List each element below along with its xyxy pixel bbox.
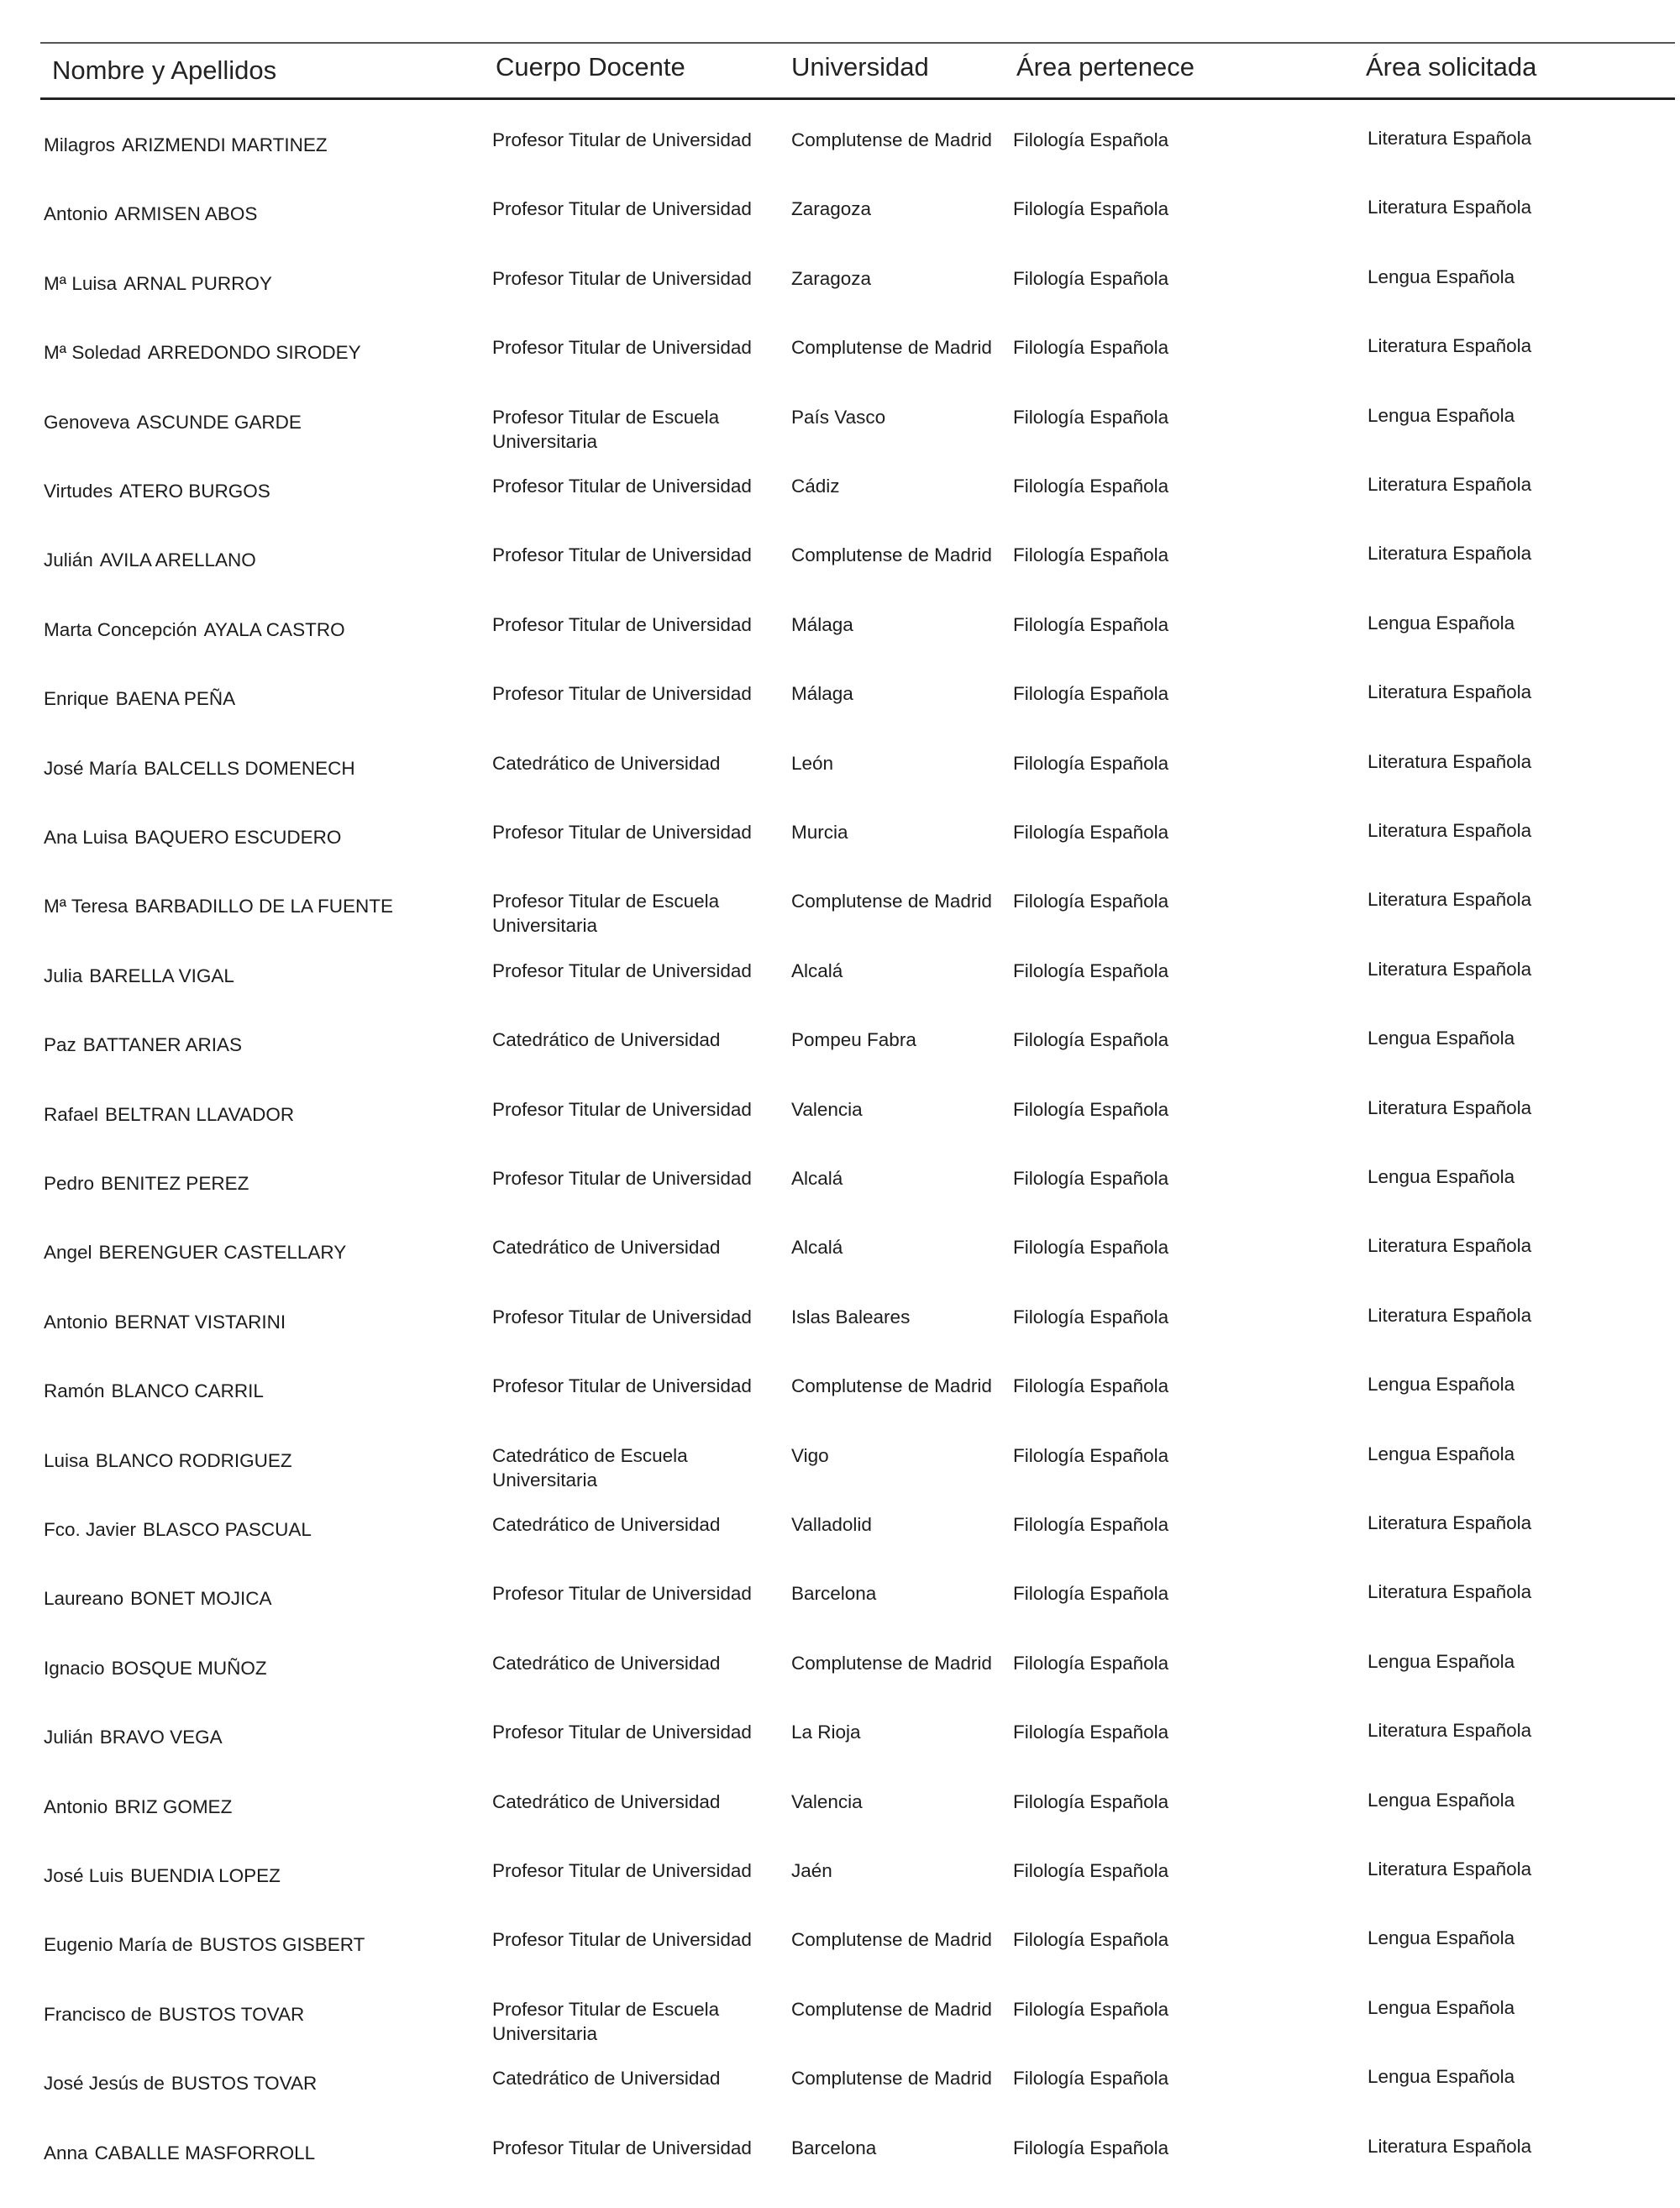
cell-body: Catedrático de Universidad xyxy=(492,1237,721,1259)
cell-name xyxy=(44,1102,294,1127)
cell-area-current: Filología Española xyxy=(1013,613,1169,635)
first-name: Laureano xyxy=(44,1588,124,1610)
top-rule xyxy=(40,42,1675,44)
cell-name xyxy=(44,825,341,849)
table-row xyxy=(0,1374,1680,1446)
table-row xyxy=(0,2135,1680,2208)
cell-body: Profesor Titular de Universidad xyxy=(492,544,752,566)
first-name: Marta Concepción xyxy=(44,618,197,640)
cell-area-requested: Literatura Española xyxy=(1368,958,1532,980)
cell-name xyxy=(44,2141,315,2165)
cell-area-requested: Literatura Española xyxy=(1368,1581,1532,1603)
header-area-requested: Área solicitada xyxy=(1366,52,1537,81)
cell-area-current: Filología Española xyxy=(1013,476,1169,497)
cell-name xyxy=(44,618,345,642)
cell-area-requested: Literatura Española xyxy=(1368,474,1532,495)
cell-body: Profesor Titular de Universidad xyxy=(492,1168,752,1189)
cell-university: País Vasco xyxy=(791,406,886,428)
cell-university: Valencia xyxy=(791,1098,863,1120)
cell-university: Barcelona xyxy=(791,2137,877,2158)
table-row xyxy=(0,474,1680,546)
table-row xyxy=(0,265,1680,339)
first-name: Paz xyxy=(44,1034,76,1056)
cell-name xyxy=(44,1795,232,1819)
first-name: Virtudes xyxy=(44,481,113,502)
cell-university: Islas Baleares xyxy=(791,1306,911,1327)
first-name: José Jesús de xyxy=(44,2073,165,2095)
table-row xyxy=(0,958,1680,1031)
cell-name xyxy=(44,2071,317,2095)
first-name: José María xyxy=(44,757,138,779)
cell-area-current: Filología Española xyxy=(1013,1375,1169,1397)
cell-university: Málaga xyxy=(791,613,853,635)
cell-area-current: Filología Española xyxy=(1013,2068,1169,2090)
table-row xyxy=(0,543,1680,615)
cell-area-current: Filología Española xyxy=(1013,544,1169,566)
first-name: Pedro xyxy=(44,1173,95,1194)
cell-body: Profesor Titular de Escuela Universitaria xyxy=(492,1998,720,2044)
cell-name xyxy=(44,1586,271,1611)
cell-body: Profesor Titular de Escuela Universitaria xyxy=(492,406,720,452)
cell-name xyxy=(44,271,272,296)
last-name: BONET MOJICA xyxy=(130,1588,272,1610)
cell-body: Catedrático de Escuela Universitaria xyxy=(492,1444,688,1490)
cell-area-requested: Literatura Española xyxy=(1368,820,1532,841)
cell-area-requested: Literatura Española xyxy=(1368,1235,1532,1257)
table-row xyxy=(0,1789,1680,1862)
cell-body: Profesor Titular de Universidad xyxy=(492,2137,752,2158)
cell-body: Profesor Titular de Universidad xyxy=(492,613,752,635)
cell-area-current: Filología Española xyxy=(1013,337,1169,359)
table-row xyxy=(0,1443,1680,1516)
last-name: BRIZ GOMEZ xyxy=(114,1795,233,1817)
cell-name xyxy=(44,1033,242,1057)
last-name: BARBADILLO DE LA FUENTE xyxy=(134,896,394,917)
cell-body: Catedrático de Universidad xyxy=(492,752,721,774)
cell-university: Málaga xyxy=(791,683,853,705)
first-name: Anna xyxy=(44,2142,88,2163)
cell-area-requested: Literatura Española xyxy=(1368,889,1532,911)
cell-name xyxy=(44,1240,346,1264)
header-rule xyxy=(40,97,1675,100)
table-row xyxy=(0,681,1680,754)
cell-area-current: Filología Española xyxy=(1013,1098,1169,1120)
table-row xyxy=(0,197,1680,269)
cell-body: Profesor Titular de Universidad xyxy=(492,1929,752,1951)
last-name: BAQUERO ESCUDERO xyxy=(134,827,342,848)
cell-body: Profesor Titular de Universidad xyxy=(492,822,752,843)
first-name: Ignacio xyxy=(44,1657,105,1679)
cell-body: Catedrático de Universidad xyxy=(492,2068,721,2090)
cell-area-requested: Lengua Española xyxy=(1368,1927,1515,1949)
cell-body: Profesor Titular de Universidad xyxy=(492,337,752,359)
last-name: CABALLE MASFORROLL xyxy=(94,2142,316,2163)
cell-area-current: Filología Española xyxy=(1013,129,1169,150)
cell-body: Profesor Titular de Universidad xyxy=(492,129,752,150)
cell-area-current: Filología Española xyxy=(1013,2137,1169,2158)
cell-body: Catedrático de Universidad xyxy=(492,1652,721,1674)
cell-area-current: Filología Española xyxy=(1013,1860,1169,1881)
first-name: Angel xyxy=(44,1242,92,1264)
cell-name xyxy=(44,756,355,781)
first-name: Luisa xyxy=(44,1449,89,1471)
cell-body: Profesor Titular de Universidad xyxy=(492,476,752,497)
header-area-current: Área pertenece xyxy=(1016,52,1194,81)
cell-area-current: Filología Española xyxy=(1013,1998,1169,2020)
cell-university: Complutense de Madrid xyxy=(791,1998,992,2020)
table-row xyxy=(0,1650,1680,1723)
table-row xyxy=(0,1028,1680,1100)
table-row xyxy=(0,1927,1680,2000)
cell-university: Murcia xyxy=(791,822,848,843)
cell-area-requested: Lengua Española xyxy=(1368,612,1515,633)
table-row xyxy=(0,612,1680,685)
cell-name xyxy=(44,1171,249,1196)
table-header xyxy=(0,50,1680,97)
last-name: BARELLA VIGAL xyxy=(89,965,234,986)
cell-university: Vigo xyxy=(791,1444,829,1466)
cell-university: Cádiz xyxy=(791,476,840,497)
cell-name xyxy=(44,1932,365,1957)
last-name: ARNAL PURROY xyxy=(123,272,272,294)
last-name: BUSTOS TOVAR xyxy=(171,2073,318,2095)
last-name: ARREDONDO SIRODEY xyxy=(147,342,361,364)
cell-university: Complutense de Madrid xyxy=(791,1652,992,1674)
first-name: Fco. Javier xyxy=(44,1519,137,1540)
table-row xyxy=(0,750,1680,823)
cell-area-current: Filología Española xyxy=(1013,891,1169,912)
cell-area-requested: Lengua Española xyxy=(1368,2066,1515,2088)
cell-area-requested: Literatura Española xyxy=(1368,750,1532,772)
table-row xyxy=(0,1304,1680,1377)
cell-university: Pompeu Fabra xyxy=(791,1029,916,1051)
cell-area-requested: Lengua Española xyxy=(1368,1028,1515,1049)
cell-body: Profesor Titular de Universidad xyxy=(492,959,752,981)
last-name: BAENA PEÑA xyxy=(115,688,236,710)
table-row xyxy=(0,1235,1680,1307)
cell-area-requested: Lengua Española xyxy=(1368,1443,1515,1464)
cell-university: Complutense de Madrid xyxy=(791,129,992,150)
cell-area-current: Filología Española xyxy=(1013,1514,1169,1535)
last-name: BUENDIA LOPEZ xyxy=(130,1865,281,1886)
first-name: Julián xyxy=(44,1727,93,1748)
last-name: BLANCO CARRIL xyxy=(111,1380,264,1402)
table-row xyxy=(0,335,1680,407)
first-name: José Luis xyxy=(44,1865,124,1886)
cell-area-current: Filología Española xyxy=(1013,1790,1169,1812)
first-name: Mª Luisa xyxy=(44,272,118,294)
table-row xyxy=(0,1581,1680,1653)
cell-university: Zaragoza xyxy=(791,267,872,289)
cell-university: Valencia xyxy=(791,1790,863,1812)
table-row xyxy=(0,1512,1680,1585)
cell-area-current: Filología Española xyxy=(1013,1722,1169,1743)
cell-university: Jaén xyxy=(791,1860,832,1881)
table-row xyxy=(0,404,1680,477)
first-name: Julián xyxy=(44,549,93,571)
last-name: BOSQUE MUÑOZ xyxy=(111,1657,267,1679)
cell-university: Alcalá xyxy=(791,1237,843,1259)
first-name: Genoveva xyxy=(44,411,130,433)
cell-body: Profesor Titular de Universidad xyxy=(492,198,752,220)
last-name: BELTRAN LLAVADOR xyxy=(105,1103,295,1125)
cell-body: Profesor Titular de Universidad xyxy=(492,1098,752,1120)
first-name: Antonio xyxy=(44,203,108,225)
cell-body: Profesor Titular de Universidad xyxy=(492,1860,752,1881)
first-name: Eugenio María de xyxy=(44,1934,193,1956)
cell-area-current: Filología Española xyxy=(1013,1029,1169,1051)
cell-name xyxy=(44,1725,223,1749)
cell-area-current: Filología Española xyxy=(1013,1168,1169,1189)
cell-area-requested: Lengua Española xyxy=(1368,1374,1515,1396)
last-name: ARIZMENDI MARTINEZ xyxy=(122,134,328,155)
last-name: BERNAT VISTARINI xyxy=(114,1311,286,1333)
last-name: ASCUNDE GARDE xyxy=(136,411,302,433)
header-name: Nombre y Apellidos xyxy=(52,55,277,85)
header-university: Universidad xyxy=(791,52,929,81)
first-name: Milagros xyxy=(44,134,116,155)
cell-area-requested: Literatura Española xyxy=(1368,1304,1532,1326)
cell-body: Catedrático de Universidad xyxy=(492,1029,721,1051)
first-name: Julia xyxy=(44,965,83,986)
last-name: BENITEZ PEREZ xyxy=(101,1173,249,1194)
table-row xyxy=(0,889,1680,961)
cell-area-current: Filología Española xyxy=(1013,1237,1169,1259)
cell-name xyxy=(44,894,393,918)
cell-university: Complutense de Madrid xyxy=(791,891,992,912)
cell-body: Catedrático de Universidad xyxy=(492,1514,721,1535)
cell-university: Barcelona xyxy=(791,1583,877,1605)
last-name: BALCELLS DOMENECH xyxy=(144,757,355,779)
cell-area-current: Filología Española xyxy=(1013,959,1169,981)
cell-area-requested: Literatura Española xyxy=(1368,681,1532,703)
cell-university: Alcalá xyxy=(791,959,843,981)
cell-area-current: Filología Española xyxy=(1013,822,1169,843)
cell-area-requested: Literatura Española xyxy=(1368,1096,1532,1118)
last-name: BUSTOS TOVAR xyxy=(158,2003,305,2025)
cell-university: Complutense de Madrid xyxy=(791,1929,992,1951)
cell-area-requested: Lengua Española xyxy=(1368,265,1515,287)
first-name: Rafael xyxy=(44,1103,99,1125)
cell-area-requested: Literatura Española xyxy=(1368,543,1532,565)
cell-area-requested: Literatura Española xyxy=(1368,1858,1532,1879)
cell-name xyxy=(44,686,235,711)
last-name: BLASCO PASCUAL xyxy=(143,1519,312,1540)
cell-body: Profesor Titular de Universidad xyxy=(492,683,752,705)
cell-area-current: Filología Española xyxy=(1013,198,1169,220)
cell-body: Profesor Titular de Universidad xyxy=(492,267,752,289)
cell-body: Catedrático de Universidad xyxy=(492,1790,721,1812)
last-name: ARMISEN ABOS xyxy=(114,203,258,225)
cell-university: León xyxy=(791,752,834,774)
cell-name xyxy=(44,1656,267,1680)
cell-name xyxy=(44,964,234,988)
cell-area-current: Filología Española xyxy=(1013,406,1169,428)
cell-area-current: Filología Española xyxy=(1013,1929,1169,1951)
cell-name xyxy=(44,340,361,365)
last-name: BRAVO VEGA xyxy=(99,1727,223,1748)
last-name: AYALA CASTRO xyxy=(203,618,345,640)
cell-area-current: Filología Española xyxy=(1013,683,1169,705)
cell-name xyxy=(44,202,257,226)
cell-area-current: Filología Española xyxy=(1013,1444,1169,1466)
first-name: Mª Soledad xyxy=(44,342,141,364)
last-name: BLANCO RODRIGUEZ xyxy=(95,1449,292,1471)
table-row xyxy=(0,1166,1680,1238)
cell-name xyxy=(44,1864,281,1888)
cell-university: Alcalá xyxy=(791,1168,843,1189)
cell-name xyxy=(44,2002,304,2027)
cell-university: La Rioja xyxy=(791,1722,861,1743)
cell-name xyxy=(44,1310,286,1334)
cell-name xyxy=(44,1517,312,1542)
cell-area-requested: Lengua Española xyxy=(1368,1166,1515,1187)
first-name: Francisco de xyxy=(44,2003,152,2025)
cell-name xyxy=(44,133,328,157)
cell-area-current: Filología Española xyxy=(1013,1652,1169,1674)
table-row xyxy=(0,2066,1680,2138)
cell-area-requested: Lengua Española xyxy=(1368,1996,1515,2018)
cell-body: Profesor Titular de Universidad xyxy=(492,1306,752,1327)
cell-body: Profesor Titular de Escuela Universitaria xyxy=(492,891,720,937)
cell-area-current: Filología Española xyxy=(1013,1583,1169,1605)
first-name: Antonio xyxy=(44,1311,108,1333)
cell-name xyxy=(44,479,270,503)
last-name: BATTANER ARIAS xyxy=(82,1034,242,1056)
cell-university: Complutense de Madrid xyxy=(791,337,992,359)
cell-area-requested: Lengua Española xyxy=(1368,1789,1515,1811)
cell-university: Complutense de Madrid xyxy=(791,544,992,566)
cell-area-current: Filología Española xyxy=(1013,1306,1169,1327)
cell-university: Complutense de Madrid xyxy=(791,2068,992,2090)
cell-area-requested: Literatura Española xyxy=(1368,1720,1532,1742)
cell-name xyxy=(44,1448,292,1473)
table-row xyxy=(0,820,1680,892)
table-row xyxy=(0,128,1680,200)
cell-body: Profesor Titular de Universidad xyxy=(492,1722,752,1743)
first-name: Mª Teresa xyxy=(44,896,129,917)
cell-university: Zaragoza xyxy=(791,198,872,220)
cell-university: Complutense de Madrid xyxy=(791,1375,992,1397)
cell-area-requested: Literatura Española xyxy=(1368,335,1532,357)
last-name: BERENGUER CASTELLARY xyxy=(98,1242,347,1264)
table-row xyxy=(0,1858,1680,1931)
cell-area-requested: Literatura Española xyxy=(1368,128,1532,149)
first-name: Antonio xyxy=(44,1795,108,1817)
cell-area-requested: Lengua Española xyxy=(1368,404,1515,426)
last-name: BUSTOS GISBERT xyxy=(199,1934,365,1956)
header-body: Cuerpo Docente xyxy=(496,52,685,81)
cell-area-requested: Literatura Española xyxy=(1368,1512,1532,1533)
cell-body: Profesor Titular de Universidad xyxy=(492,1375,752,1397)
table-row xyxy=(0,1720,1680,1792)
cell-name xyxy=(44,1379,264,1403)
cell-area-requested: Literatura Española xyxy=(1368,197,1532,218)
cell-area-requested: Lengua Española xyxy=(1368,1650,1515,1672)
first-name: Ana Luisa xyxy=(44,827,129,848)
cell-area-current: Filología Española xyxy=(1013,752,1169,774)
table-row xyxy=(0,1996,1680,2069)
table-row xyxy=(0,1096,1680,1170)
cell-university: Valladolid xyxy=(791,1514,872,1535)
first-name: Ramón xyxy=(44,1380,105,1402)
first-name: Enrique xyxy=(44,688,109,710)
cell-area-requested: Literatura Española xyxy=(1368,2135,1532,2157)
last-name: ATERO BURGOS xyxy=(119,481,270,502)
cell-body: Profesor Titular de Universidad xyxy=(492,1583,752,1605)
last-name: AVILA ARELLANO xyxy=(99,549,256,571)
cell-area-current: Filología Española xyxy=(1013,267,1169,289)
cell-name xyxy=(44,410,302,434)
cell-name xyxy=(44,548,256,572)
